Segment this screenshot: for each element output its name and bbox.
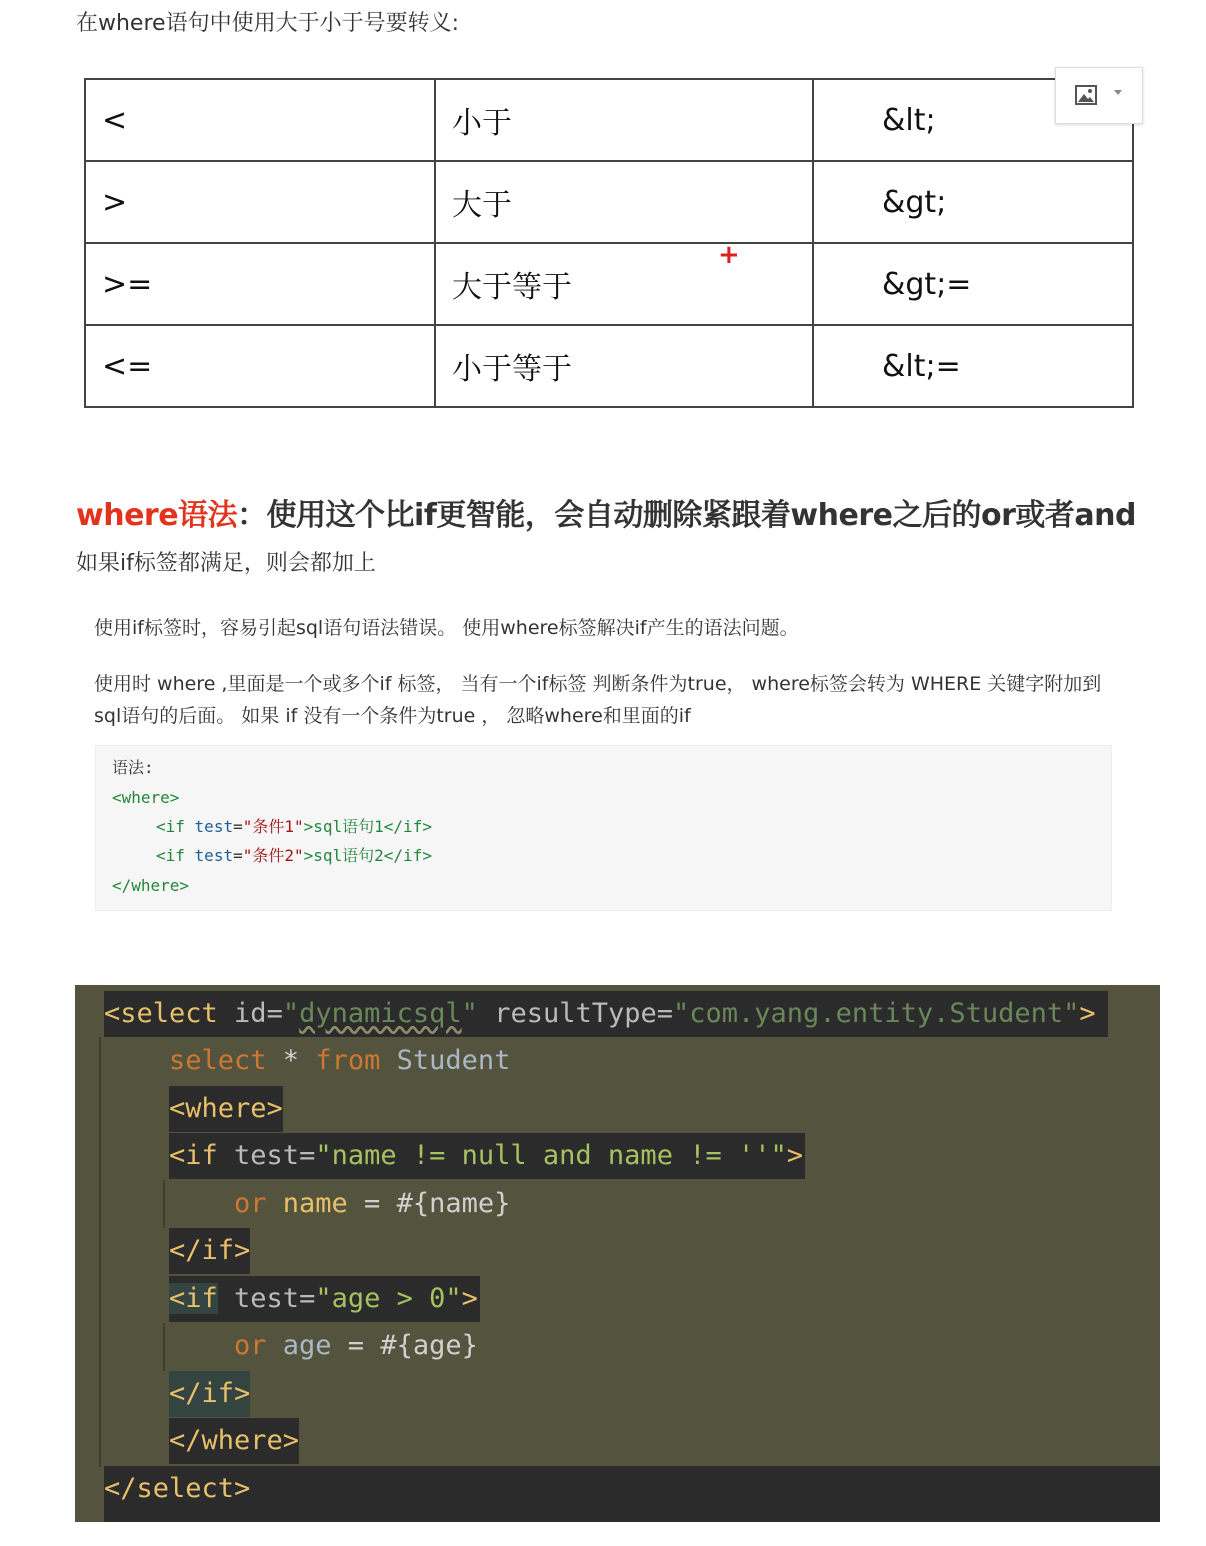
code-line-if-age: <if test="age > 0"> — [169, 1276, 480, 1322]
table-row — [85, 79, 1133, 161]
table-row — [85, 161, 1133, 243]
table-cell: 大于 — [435, 161, 813, 243]
subtext: 如果if标签都满足，则会都加上 — [76, 551, 376, 576]
chevron-down-icon — [1114, 90, 1122, 95]
table-cell: &lt;= — [813, 325, 1133, 407]
table-cell: <= — [85, 325, 435, 407]
indent-guide — [99, 1037, 101, 1467]
indent-guide — [163, 1180, 165, 1228]
code-title: 语法: — [112, 758, 154, 777]
image-toolbar-button[interactable] — [1055, 67, 1143, 124]
code-if-line-2: <if test="条件2">sql语句2</if> — [156, 846, 432, 865]
table-cell: 小于等于 — [435, 325, 813, 407]
table-cell: >= — [85, 243, 435, 325]
code-line-where-open: <where> — [169, 1086, 283, 1132]
code-line-where-close: </where> — [169, 1418, 299, 1464]
code-line-if-close: </if> — [169, 1228, 250, 1274]
code-where-open: <where> — [112, 788, 180, 807]
escape-table-image — [84, 78, 1132, 408]
code-line-if-name: <if test="name != null and name != ''"> — [169, 1133, 805, 1179]
table-cell: &gt; — [813, 161, 1133, 243]
table-cell: 大于等于 — [435, 243, 813, 325]
image-icon — [1075, 85, 1097, 105]
indent-guide — [163, 1323, 165, 1371]
code-line-select-from: select * from Student — [169, 1045, 511, 1076]
escape-table — [84, 78, 1134, 408]
heading-keyword: where语法 — [76, 498, 238, 533]
table-cell: < — [85, 79, 435, 161]
syntax-code-block — [95, 745, 1112, 911]
table-cell: &lt; — [813, 79, 1133, 161]
ide-code-block — [75, 985, 1160, 1522]
table-cell: 小于 — [435, 79, 813, 161]
heading-text: ：使用这个比if更智能，会自动删除紧跟着where之后的or或者and — [237, 498, 1136, 533]
table-row — [85, 243, 1133, 325]
table-row — [85, 325, 1133, 407]
plus-mark: + — [718, 240, 740, 270]
doc-paragraph-2: 使用时 where ,里面是一个或多个if 标签， 当有一个if标签 判断条件为true， where标签会转为 WHERE 关键字附加到sql语句的后面。 如果 if 没有一个条件为true ， 忽略where和里面的if — [94, 673, 1102, 727]
doc-paragraph-1: 使用if标签时，容易引起sql语句语法错误。 使用where标签解决if产生的语法问题。 — [94, 617, 799, 639]
code-line-select-close: </select> — [104, 1466, 1160, 1522]
table-cell: > — [85, 161, 435, 243]
code-where-close: </where> — [112, 876, 190, 895]
code-line-if-close-2: </if> — [169, 1371, 250, 1417]
code-line-or-name: or name = #{name} — [234, 1188, 511, 1219]
code-if-line-1: <if test="条件1">sql语句1</if> — [156, 817, 432, 836]
code-line-select-open: <select id="dynamicsql" resultType="com.yang.entity.Student"> — [104, 991, 1108, 1037]
code-line-or-age: or age = #{age} — [234, 1330, 478, 1361]
table-cell: &gt;= — [813, 243, 1133, 325]
section-heading — [76, 490, 1136, 534]
intro-text: 在where语句中使用大于小于号要转义: — [76, 11, 459, 36]
